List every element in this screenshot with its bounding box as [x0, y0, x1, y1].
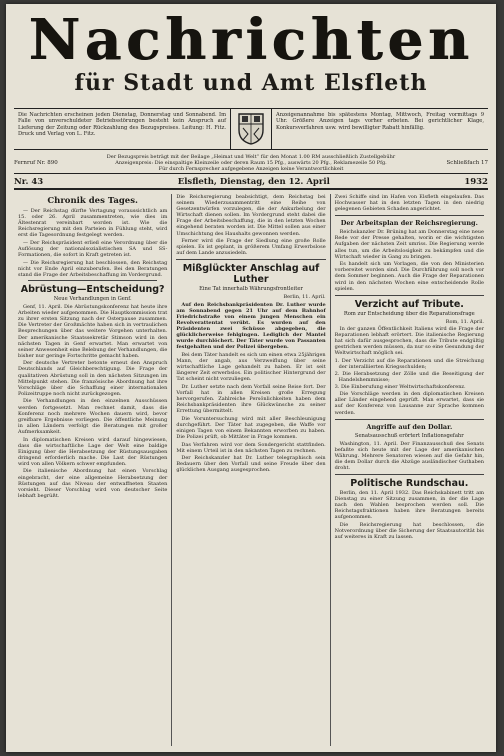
divider — [28, 280, 157, 281]
column-2 — [171, 194, 329, 746]
list-item: 2. Die Herabsetzung der Zölle und die Beseitigung der Handelshemmnisse; — [334, 370, 484, 384]
article-paragraph: Der Reichskanzler hat Dr. Luther telegraphisch sein Bedauern über den Vorfall und seine Freude über den glücklichen Ausgang ausgesprochen. — [176, 455, 326, 474]
divider — [335, 474, 484, 475]
column-3 — [330, 194, 488, 746]
chronicle-heading: Chronik des Tages. — [47, 196, 138, 206]
article-paragraph: Das Verfahren wird vor dem Sondergericht stattfinden. Mit einem Urteil ist in den nächsten Tagen zu rechnen. — [176, 441, 326, 454]
tribute-subheading: Rom zur Entscheidung über die Reparationsfrage — [343, 310, 475, 317]
article-paragraph: — Die Reichsregierung hat beschlossen, den Reichstag nicht vor Ende April einzuberufen. Bei den Beratungen stand die Frage der Arbeitsbeschaffung im Vordergrund. — [18, 259, 168, 278]
phone-number: Fernruf Nr. 890 — [14, 159, 58, 166]
article-paragraph: Die italienische Abordnung hat einen Vorschlag eingebracht, der eine allgemeine Herabsetzung der Rüstungen auf das Niveau der entwaffneten Staaten vorsieht. Dieser Vorschlag wird von deutscher Seite lebhaft begrüßt. — [18, 468, 168, 499]
newspaper-title: Nachrichten — [28, 7, 474, 73]
article-paragraph: Washington, 11. April. Der Finanzausschuß des Senats befaßte sich heute mit der Lage der amerikanischen Währung. Mehrere Senatoren wiesen auf die Gefahr hin, die dem Dollar durch die Abzüge ausländischer Guthaben droht. — [334, 440, 484, 471]
dollar-subheading: Senatsausschuß erörtert Inflationsgefahr — [354, 432, 464, 439]
newspaper-subtitle: für Stadt und Amt Elsfleth — [74, 70, 428, 96]
article-paragraph: In diplomatischen Kreisen wird darauf hingewiesen, dass die wirtschaftliche Lage der Welt eine baldige Einigung über die Herabsetzung der Rüstungsausgaben dringend erforderlich mache. Die Last der Rüstungen wird von allen Völkern schwer empfunden. — [18, 436, 168, 467]
publication-info: Die Nachrichten erscheinen jeden Dienstag, Donnerstag und Sonnabend. Im Falle von unverschuldeter Betriebsstörungen besteht kein Anspruch auf Lieferung der Zeitung oder Rückzahlung des Bezugspreises. Leitung: H. Fitz. Druck und Verlag von L. Fitz. — [14, 109, 231, 149]
issue-date: Elsfleth, Dienstag, den 12. April — [177, 177, 330, 187]
article-paragraph: Die Reichsregierung hat beschlossen, die Notverordnung über die Sicherung der Staatsautorität bis auf weiteres in Kraft zu lassen. — [334, 522, 484, 541]
price-line-2: Anzeigenpreis: Die einspaltige Kleinzeile oder deren Raum 15 Pfg., auswärts 20 Pfg., Reklamezeile 50 Pfg. — [115, 159, 387, 166]
disarmament-heading: Abrüstung—Entscheidung? — [20, 284, 165, 296]
list-item: 3. Die Einberufung einer Weltwirtschaftskonferenz. — [334, 384, 466, 391]
info-row — [14, 108, 488, 150]
dateline: Berlin, 11. April. — [283, 294, 326, 301]
article-paragraph: Die Voruntersuchung wird mit aller Beschleunigung durchgeführt. Der Täter hat zugegeben, die Waffe vor einigen Tagen von einem Bekannten erworben zu haben. Die Polizei prüft, ob Mittäter in Frage kommen. — [176, 415, 326, 440]
disarmament-subheading: Neue Verhandlungen in Genf. — [53, 296, 132, 303]
article-paragraph: Dr. Luther setzte nach dem Vorfall seine Reise fort. Der Vorfall hat in allen Kreisen große Erregung hervorgerufen. Zahlreiche Persönlichkeiten haben dem Reichsbankpräsidenten ihre Glückwünsche zu seiner Errettung übermittelt. — [176, 383, 326, 415]
divider — [176, 259, 325, 260]
divider — [335, 419, 484, 420]
price-line-3: Für durch Fernsprecher aufgegebene Anzeigen keine Verantwortlichkeit — [158, 165, 344, 172]
dateline: Rom, 11. April. — [445, 318, 484, 325]
political-review-heading: Politische Rundschau. — [350, 478, 469, 490]
advertising-info: Anzeigenannahme bis spätestens Montag, Mittwoch, Freitag vormittags 9 Uhr. Größere Anzeigen tags vorher erbeten. Bei gerichtlicher Klage, Konkursverfahren usw. wird bewilligter Rabatt hinfällig. — [271, 109, 488, 149]
reference-row — [14, 152, 488, 174]
work-plan-heading: Der Arbeitsplan der Reichsregierung. — [340, 219, 478, 228]
price-line-1: Der Bezugspreis beträgt mit der Beilage „Heimat und Welt“ für den Monat 1.00 RM ausschließlich Zustellgebühr — [106, 153, 396, 160]
list-item: 1. Der Verzicht auf die Reparationen und die Streichung der interalliierten Kriegsschulden; — [334, 357, 484, 370]
article-paragraph: Berlin, den 11. April 1932. Das Reichskabinett tritt am Dienstag zu einer Sitzung zusammen, in der die Lage nach den Wahlen besprochen werden soll. Die Reichstagsfraktionen haben ihre Beratungen bereits aufgenommen. — [334, 490, 484, 521]
tribute-heading: Verzicht auf Tribute. — [354, 298, 464, 310]
luther-attack-heading: Mißglückter Anschlag auf Luther — [182, 263, 320, 286]
article-paragraph: In der ganzen Öffentlichkeit Italiens wird die Frage der Reparationen lebhaft erörtert. Die italienische Regierung hat sich dafür ausgesprochen, dass die Tribute endgültig gestrichen werden müssen, da nur so eine Gesundung der Weltwirtschaft möglich sei. — [334, 325, 484, 357]
issue-year: 1932 — [464, 177, 488, 187]
article-paragraph: Ferner wird die Frage der Siedlung eine große Rolle spielen. Es ist geplant, in größerem Umfang Erwerbslose auf dem Lande anzusiedeln. — [176, 238, 326, 257]
article-paragraph: Es handelt sich um Vorlagen, die von den Ministerien vorbereitet worden sind. Die Durchführung soll noch vor dem Sommer beginnen. Auch die Frage der Reparationen wird in den nächsten Wochen eine entscheidende Rolle spielen. — [334, 261, 484, 292]
article-paragraph: Die Vorschläge werden in den diplomatischen Kreisen aller Länder eingehend geprüft. Man erwartet, dass sie auf der Konferenz von Lausanne zur Sprache kommen werden. — [334, 391, 484, 416]
article-paragraph: Reichskanzler Dr. Brüning hat am Donnerstag eine neue Rede vor der Presse gehalten, worin er die wichtigsten Aufgaben der nächsten Zeit umriss. Die Regierung werde alles tun, um die Arbeitslosigkeit zu bekämpfen und die Wirtschaft wieder in Gang zu bringen. — [334, 229, 484, 260]
date-row — [14, 176, 488, 190]
article-paragraph: Die Reichsregierung beabsichtigt, dem Reichstag bei seinem Wiederzusammentritt eine Reihe von Gesetzentwürfen vorzulegen, die der Ankurbelung der Wirtschaft dienen sollen. Im Vordergrund steht dabei die Frage der Arbeitsbeschaffung, die in den letzten Wochen eingehend beraten worden ist. Die Mittel sollen aus einer Umschichtung des Haushalts gewonnen werden. — [176, 194, 326, 237]
price-info — [72, 154, 430, 172]
article-paragraph: Auf den Reichsbankpräsidenten Dr. Luther wurde am Sonnabend gegen 21 Uhr auf dem Bahnhof Friedrichstraße von einem jungen Menschen ein Revolverattentat verübt. Es wurden auf den Präsidenten zwei Schüsse abgegeben, die glücklicherweise fehlgingen. Lediglich der Mantel wurde durchlöchert. Der Täter wurde von Passanten festgehalten und der Polizei übergeben. — [176, 301, 326, 351]
article-columns — [14, 194, 488, 746]
issue-number: Nr. 43 — [14, 177, 44, 187]
po-box: Schließfach 17 — [446, 159, 488, 166]
masthead — [14, 7, 488, 108]
article-paragraph: — Der Reichspräsident erließ eine Verordnung über die Auflösung der nationalsozialistischen SA und SS-Formationen, die sofort in Kraft getreten ist. — [18, 239, 168, 259]
dollar-heading: Angriffe auf den Dollar. — [366, 422, 453, 431]
coat-of-arms-icon — [231, 109, 271, 149]
divider — [335, 215, 484, 216]
article-paragraph: Zwei Schiffe sind im Hafen von Elsfleth eingelaufen. Das Hochwasser hat in den letzten Tagen in den niedrig gelegenen Gebieten Schaden angerichtet. — [334, 194, 484, 213]
newspaper-page — [6, 4, 496, 752]
divider — [335, 295, 484, 296]
column-1 — [14, 194, 171, 746]
article-paragraph: — Der Reichstag dürfte Vertagung voraussichtlich am 15. oder 26. April zusammentreten, wie dies im Ältestenrat vereinbart worden ist. Wie die Reichsregierung mit den Parteien in Fühlung steht, wird erst die Tagesordnung festgelegt werden. — [18, 208, 168, 239]
article-paragraph: Der deutsche Vertreter betonte erneut den Anspruch Deutschlands auf Gleichberechtigung. Die Frage der qualitativen Abrüstung soll in den nächsten Sitzungen im Mittelpunkt stehen. Die französische Abordnung hat ihre Vorschläge über die Schaffung einer internationalen Polizeitruppe noch nicht zurückgezogen. — [18, 360, 168, 397]
article-paragraph: Die Verhandlungen in den einzelnen Ausschüssen werden fortgesetzt. Man rechnet damit, dass die Konferenz noch mehrere Wochen dauern wird, bevor greifbare Ergebnisse vorliegen. Die öffentliche Meinung in allen Ländern verfolgt die Beratungen mit großer Aufmerksamkeit. — [18, 398, 168, 435]
article-paragraph: Genf, 11. April. Die Abrüstungskonferenz hat heute ihre Arbeiten wieder aufgenommen. Die Hauptkommission trat zu ihrer ersten Sitzung nach der Osterpause zusammen. Die Vertreter der Großmächte haben sich in vertraulichen Besprechungen über das weitere Vorgehen unterhalten. Der amerikanische Staatssekretär Stimson wird in den nächsten Tagen in Genf erwartet. Man erwartet von seiner Anwesenheit eine Belebung der Verhandlungen, die bisher nur geringe Fortschritte gemacht haben. — [18, 304, 168, 359]
luther-attack-subheading: Eine Tat innerhalb Währungsfrontleiter — [199, 286, 303, 293]
article-paragraph: Bei dem Täter handelt es sich um einen etwa 25jährigen Mann, der angab, aus Verzweiflung über seine wirtschaftliche Lage gehandelt zu haben. Er ist seit längerer Zeit erwerbslos. Ein politischer Hintergrund der Tat scheint nicht vorzuliegen. — [176, 351, 326, 383]
